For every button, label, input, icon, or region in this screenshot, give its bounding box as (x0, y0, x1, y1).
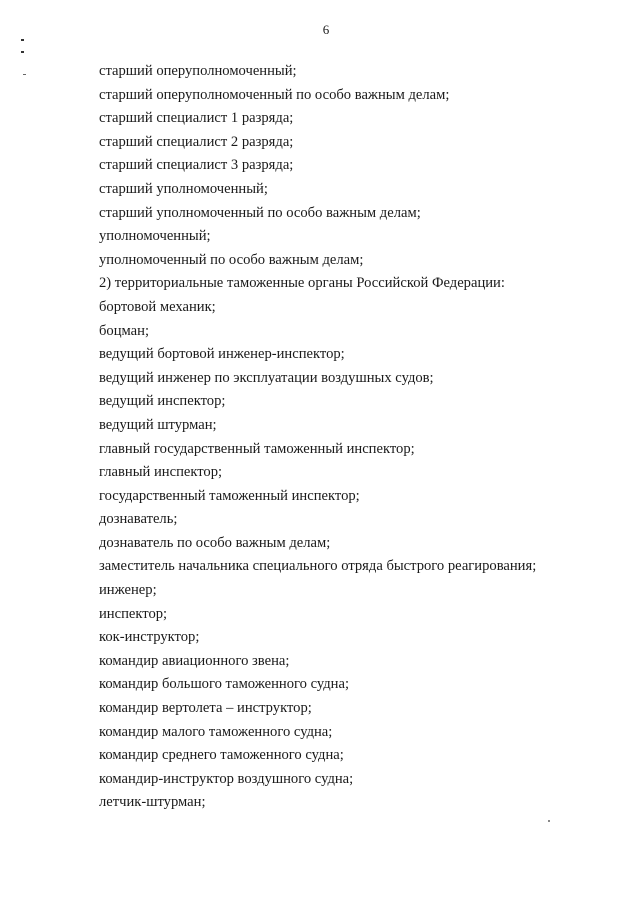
list-item: инженер; (99, 582, 157, 599)
list-item: ведущий штурман; (99, 416, 217, 433)
list-item: командир среднего таможенного судна; (99, 747, 344, 764)
list-item: старший уполномоченный; (99, 180, 268, 197)
list-item: старший специалист 3 разряда; (99, 157, 294, 174)
list-item: старший оперуполномоченный по особо важным делам; (99, 86, 450, 103)
page-number: 6 (322, 22, 330, 37)
list-item: государственный таможенный инспектор; (99, 487, 360, 504)
position-list (99, 60, 536, 815)
list-item: командир авиационного звена; (99, 652, 290, 669)
list-item: старший оперуполномоченный; (99, 63, 297, 79)
list-item: боцман; (99, 322, 150, 339)
list-item: командир вертолета – инструктор; (99, 700, 312, 717)
list-item: главный инспектор; (99, 464, 223, 481)
list-item: уполномоченный по особо важным делам; (99, 251, 364, 268)
list-item: бортовой механик; (99, 298, 216, 315)
list-item: заместитель начальника специального отряда быстрого реагирования; (99, 558, 537, 575)
list-item: старший уполномоченный по особо важным делам; (99, 204, 421, 221)
list-item: уполномоченный; (99, 228, 211, 245)
list-item: командир малого таможенного судна; (99, 723, 333, 740)
list-item: летчик-штурман; (99, 794, 206, 811)
list-item: дознаватель; (99, 511, 178, 528)
list-item: ведущий инспектор; (99, 393, 226, 410)
list-item: ведущий инженер по эксплуатации воздушных судов; (99, 369, 434, 386)
scan-mark (21, 39, 24, 41)
list-item: старший специалист 2 разряда; (99, 133, 294, 150)
list-item: командир большого таможенного судна; (99, 676, 350, 693)
scan-mark (21, 51, 24, 53)
list-item: кок-инструктор; (99, 629, 200, 646)
list-item: инспектор; (99, 605, 168, 622)
scan-mark (23, 74, 26, 75)
scan-mark (548, 820, 550, 822)
section-heading: 2) территориальные таможенные органы Российской Федерации: (99, 275, 505, 292)
list-item: командир-инструктор воздушного судна; (99, 770, 354, 787)
list-item: дознаватель по особо важным делам; (99, 534, 331, 551)
list-item: старший специалист 1 разряда; (99, 110, 294, 127)
list-item: ведущий бортовой инженер-инспектор; (99, 346, 345, 363)
list-item: главный государственный таможенный инспектор; (99, 440, 415, 457)
